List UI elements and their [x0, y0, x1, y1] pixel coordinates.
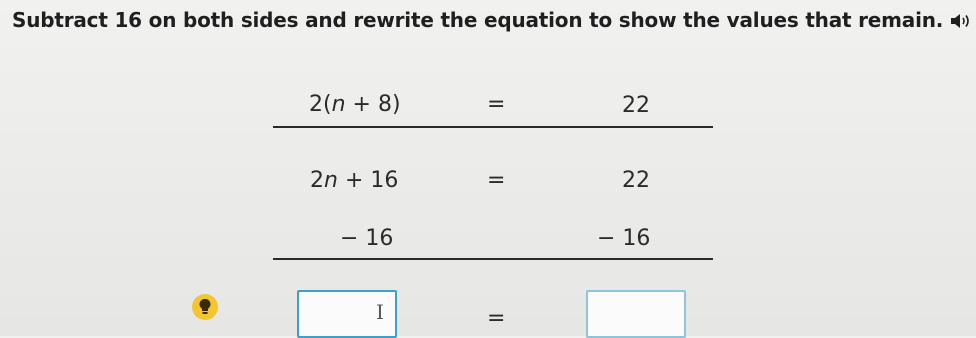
row2-left-expression: 2n + 16 — [310, 168, 399, 193]
row2-equals-sign: = — [487, 168, 506, 193]
answer-input-left[interactable] — [297, 290, 397, 338]
row3-left-subtraction: − 16 — [340, 226, 394, 251]
divider-line-top — [273, 126, 713, 128]
row2-right-value: 22 — [622, 168, 650, 193]
row1-left-expression: 2(n + 8) — [309, 92, 401, 117]
text-cursor-icon: I — [376, 300, 384, 324]
lightbulb-icon — [198, 298, 212, 316]
instruction-text: Subtract 16 on both sides and rewrite the equation to show the values that remain. — [12, 8, 944, 32]
result-equals-sign: = — [487, 306, 506, 331]
answer-input-right[interactable] — [586, 290, 686, 338]
divider-line-bottom — [273, 258, 713, 260]
row1-right-value: 22 — [622, 93, 650, 118]
speaker-icon[interactable] — [950, 12, 972, 30]
hint-button[interactable] — [192, 294, 218, 320]
row1-equals-sign: = — [487, 92, 506, 117]
row3-right-subtraction: − 16 — [597, 226, 651, 251]
